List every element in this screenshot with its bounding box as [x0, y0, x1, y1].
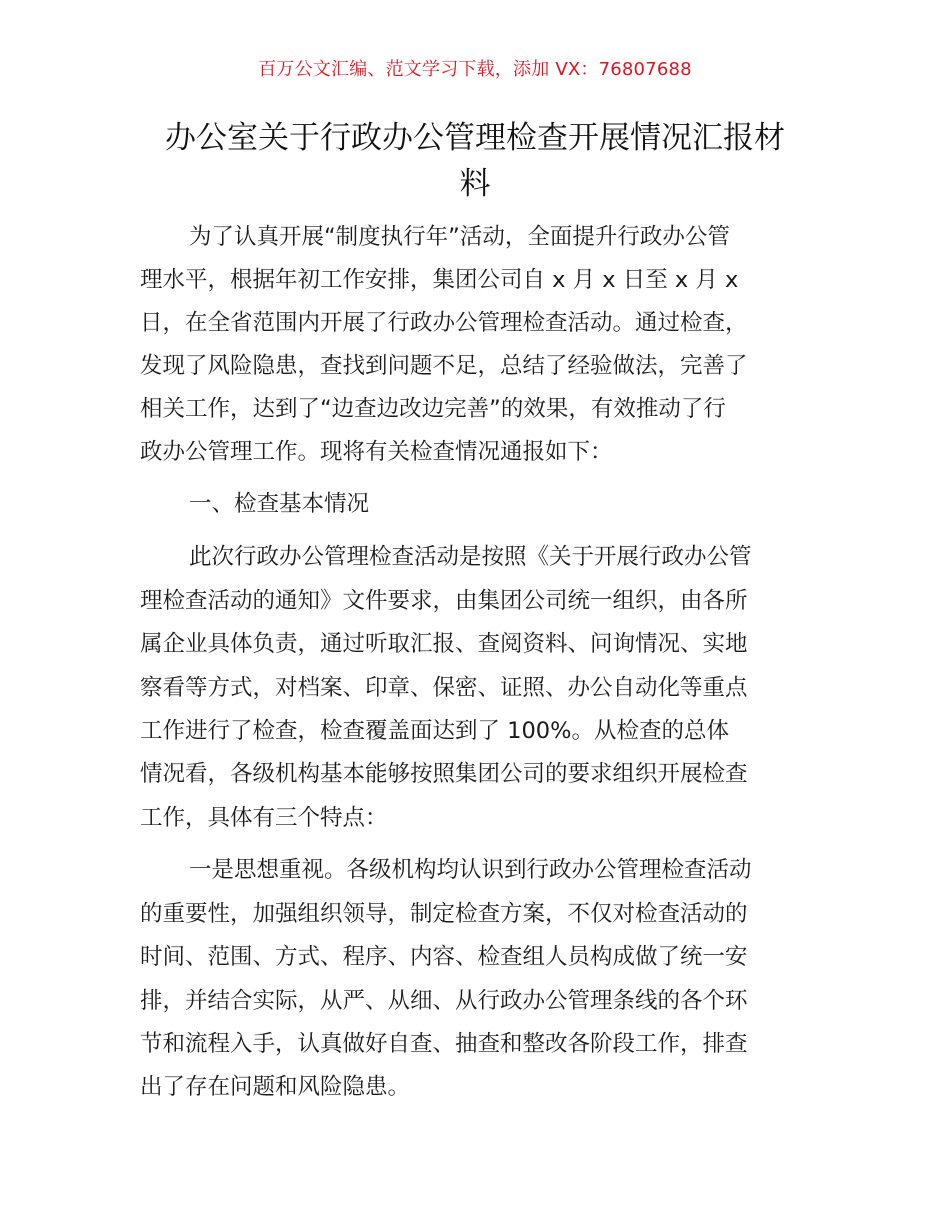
- document-title-line-2: 料: [459, 166, 491, 202]
- paragraph-feature-line: 一是思想重视。各级机构均认识到行政办公管理检查活动: [189, 857, 752, 883]
- paragraph-overview-line: 察看等方式，对档案、印章、保密、证照、办公自动化等重点: [140, 675, 748, 701]
- paragraph-feature-line: 排，并结合实际，从严、从细、从行政办公管理条线的各个环: [140, 988, 748, 1014]
- paragraph-overview-line: 工作，具体有三个特点：: [140, 805, 388, 831]
- paragraph-feature-line: 出了存在问题和风险隐患。: [140, 1074, 411, 1100]
- paragraph-intro-line: 为了认真开展“制度执行年”活动，全面提升行政办公管: [189, 224, 730, 250]
- paragraph-intro-line: 理水平，根据年初工作安排，集团公司自 x 月 x 日至 x 月 x: [140, 267, 739, 293]
- paragraph-overview-line: 工作进行了检查，检查覆盖面达到了 100%。从检查的总体: [140, 718, 729, 744]
- paragraph-feature-line: 节和流程入手，认真做好自查、抽查和整改各阶段工作，排查: [140, 1031, 748, 1057]
- paragraph-feature-line: 的重要性，加强组织领导，制定检查方案，不仅对检查活动的: [140, 901, 748, 927]
- paragraph-intro-line: 发现了风险隐患，查找到问题不足，总结了经验做法，完善了: [140, 353, 748, 379]
- paragraph-intro-line: 日，在全省范围内开展了行政办公管理检查活动。通过检查，: [140, 310, 748, 336]
- paragraph-overview-line: 属企业具体负责，通过听取汇报、查阅资料、问询情况、实地: [140, 631, 748, 657]
- paragraph-overview-line: 理检查活动的通知》文件要求，由集团公司统一组织，由各所: [140, 588, 748, 614]
- section-heading-1: 一、检查基本情况: [189, 491, 370, 517]
- document-title-line-1: 办公室关于行政办公管理检查开展情况汇报材: [165, 120, 785, 156]
- paragraph-feature-line: 时间、范围、方式、程序、内容、检查组人员构成做了统一安: [140, 944, 748, 970]
- paragraph-intro-line: 相关工作，达到了“边查边改边完善”的效果，有效推动了行: [140, 396, 726, 422]
- watermark-banner: 百万公文汇编、范文学习下载，添加 VX：76807688: [258, 59, 692, 80]
- paragraph-intro-line: 政办公管理工作。现将有关检查情况通报如下：: [140, 439, 613, 465]
- paragraph-overview-line: 情况看，各级机构基本能够按照集团公司的要求组织开展检查: [140, 761, 748, 787]
- paragraph-overview-line: 此次行政办公管理检查活动是按照《关于开展行政办公管: [189, 544, 752, 570]
